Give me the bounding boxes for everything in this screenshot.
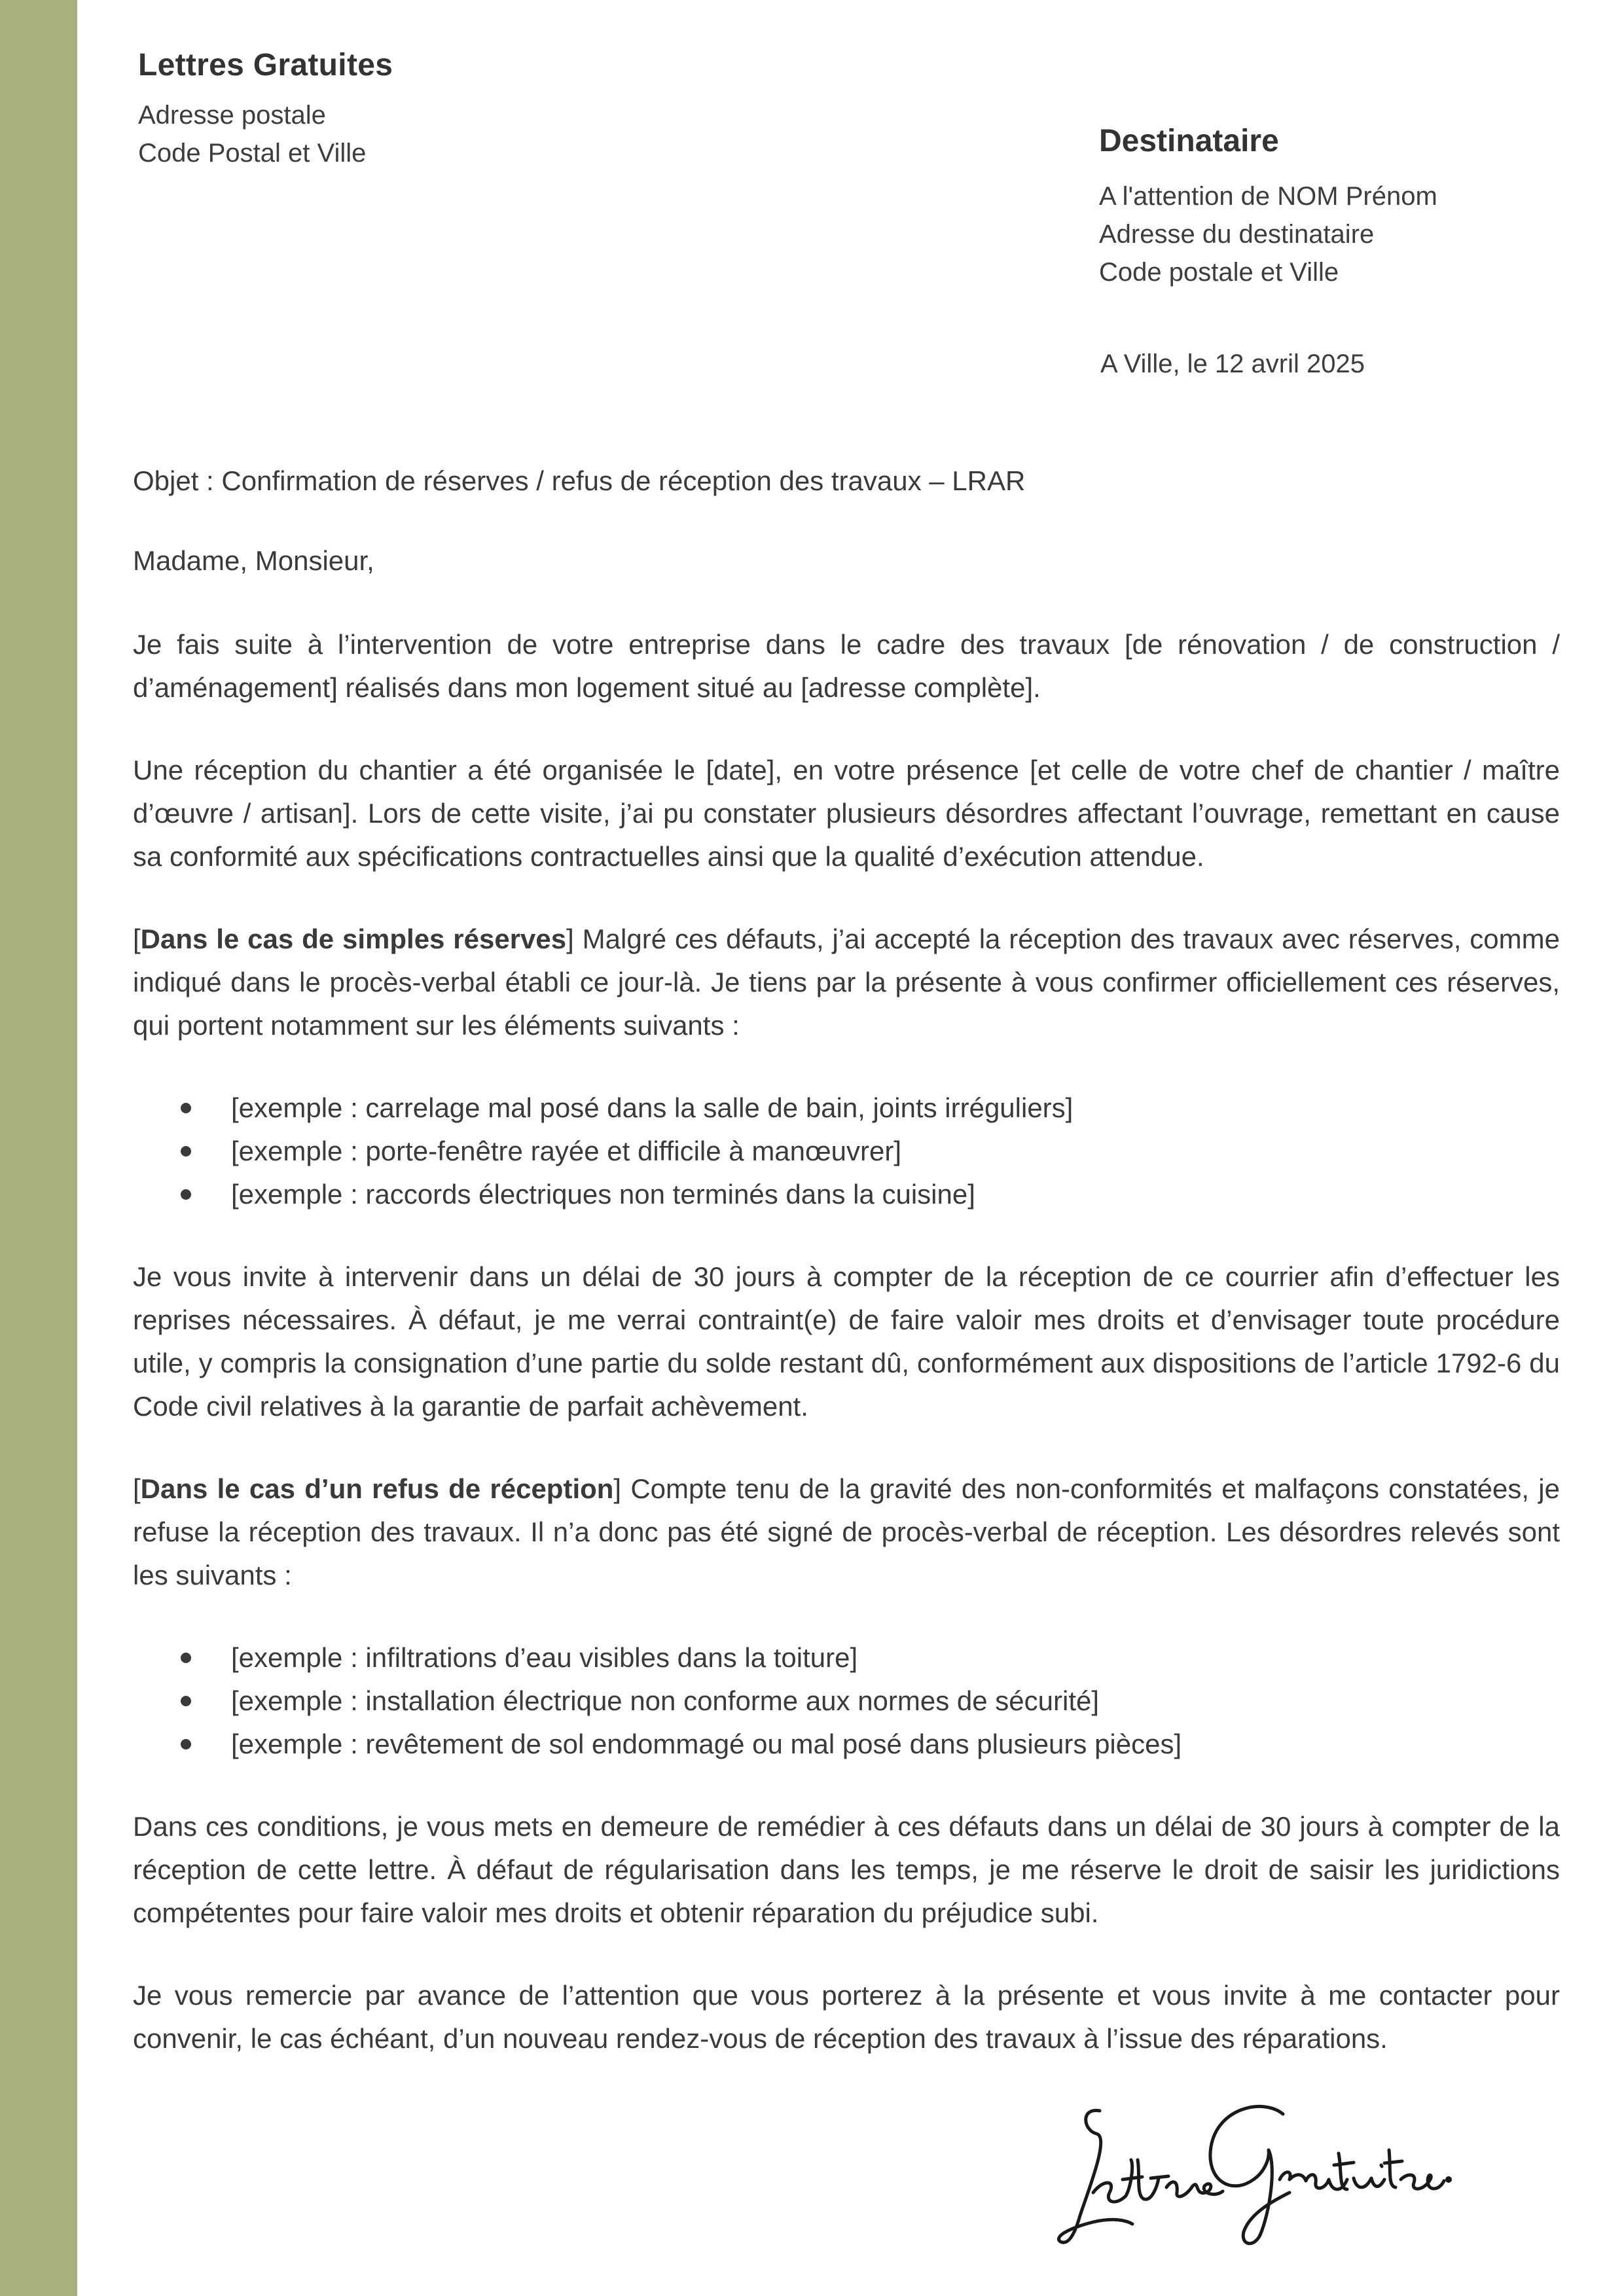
- bullet-icon: [181, 1103, 191, 1113]
- list-item-text: [exemple : infiltrations d’eau visibles dans la toiture]: [231, 1642, 858, 1673]
- paragraph-formal-notice: Dans ces conditions, je vous mets en demeure de remédier à ces défauts dans un délai de 30 jours à compter de la réception de cette lettre. À défaut de régularisation dans les temps, je me réserve le droit de saisir les juridictions compétentes pour faire valoir mes droits et obtenir réparation du préjudice subi.: [133, 1811, 1560, 1928]
- list-item: [133, 1130, 1560, 1173]
- sender-name: Lettres Gratuites: [138, 48, 393, 82]
- sender-block: [138, 47, 393, 172]
- paragraph-reserves: [133, 918, 1560, 1047]
- bullet-icon: [181, 1696, 191, 1706]
- bullet-icon: [181, 1653, 191, 1663]
- recipient-city: Code postale et Ville: [1099, 258, 1339, 287]
- recipient-address: Adresse du destinataire: [1099, 220, 1375, 249]
- letter-salutation: Madame, Monsieur,: [133, 545, 374, 576]
- decorative-side-bar: [0, 0, 77, 2296]
- reserves-case-label: Dans le cas de simples réserves: [140, 924, 567, 954]
- list-item: [133, 1679, 1560, 1723]
- list-item-text: [exemple : porte-fenêtre rayée et difficile à manœuvrer]: [231, 1136, 902, 1166]
- refusal-case-label: Dans le cas d’un refus de réception: [140, 1473, 614, 1504]
- bracket-open: [: [133, 924, 141, 954]
- list-item-text: [exemple : raccords électriques non terminés dans la cuisine]: [231, 1179, 975, 1210]
- list-item: [133, 1086, 1560, 1130]
- paragraph-reception: Une réception du chantier a été organisée le [date], en votre présence [et celle de votre chef de chantier / maître d’œuvre / artisan]. Lors de cette visite, j’ai pu constater plusieurs désordres affectant l’ouvrage, remettant en cause sa conformité aux spécifications contractuelles ainsi que la qualité d’exécution attendue.: [133, 755, 1560, 872]
- list-item: [133, 1723, 1560, 1766]
- refusal-text: ] Compte tenu de la gravité des non-conformités et malfaçons constatées, je refuse la réception des travaux. Il n’a donc pas été signé de procès-verbal de réception. Les désordres relevés sont les suivants :: [133, 1473, 1560, 1590]
- bullet-icon: [181, 1739, 191, 1749]
- paragraph-closing: Je vous remercie par avance de l’attention que vous porterez à la présente et vous invite à me contacter pour convenir, le cas échéant, d’un nouveau rendez-vous de réception des travaux à l’issue des réparations.: [133, 1980, 1560, 2054]
- list-item: [133, 1173, 1560, 1216]
- sender-city: Code Postal et Ville: [138, 139, 367, 168]
- bullet-icon: [181, 1189, 191, 1200]
- handwritten-signature: [1054, 2081, 1453, 2251]
- sender-address: Adresse postale: [138, 101, 326, 130]
- letter-body: [133, 459, 1560, 2100]
- bracket-open: [: [133, 1473, 141, 1504]
- letter-subject: Objet : Confirmation de réserves / refus de réception des travaux – LRAR: [133, 465, 1026, 496]
- letter-date: A Ville, le 12 avril 2025: [1100, 350, 1365, 378]
- reserves-list: [133, 1086, 1560, 1216]
- paragraph-intro: Je fais suite à l’intervention de votre entreprise dans le cadre des travaux [de rénovation / de construction / d’aménagement] réalisés dans mon logement situé au [adresse complète].: [133, 629, 1560, 703]
- bullet-icon: [181, 1146, 191, 1157]
- paragraph-refusal: [133, 1467, 1560, 1597]
- paragraph-deadline: Je vous invite à intervenir dans un délai de 30 jours à compter de la réception de ce courrier afin d’effectuer les reprises nécessaires. À défaut, je me verrai contraint(e) de faire valoir mes droits et d’envisager toute procédure utile, y compris la consignation d’une partie du solde restant dû, conformément aux dispositions de l’article 1792-6 du Code civil relatives à la garantie de parfait achèvement.: [133, 1261, 1560, 1422]
- list-item: [133, 1636, 1560, 1679]
- recipient-title: Destinataire: [1099, 124, 1279, 158]
- defects-list: [133, 1636, 1560, 1766]
- recipient-attention: A l'attention de NOM Prénom: [1099, 182, 1437, 211]
- list-item-text: [exemple : installation électrique non conforme aux normes de sécurité]: [231, 1685, 1100, 1716]
- reserves-text: ] Malgré ces défauts, j’ai accepté la réception des travaux avec réserves, comme indiqué dans le procès-verbal établi ce jour-là. Je tiens par la présente à vous confirmer officiellement ces réserves, qui portent notamment sur les éléments suivants :: [133, 924, 1560, 1041]
- list-item-text: [exemple : carrelage mal posé dans la salle de bain, joints irréguliers]: [231, 1092, 1074, 1123]
- recipient-block: [1099, 123, 1437, 291]
- list-item-text: [exemple : revêtement de sol endommagé ou mal posé dans plusieurs pièces]: [231, 1729, 1182, 1759]
